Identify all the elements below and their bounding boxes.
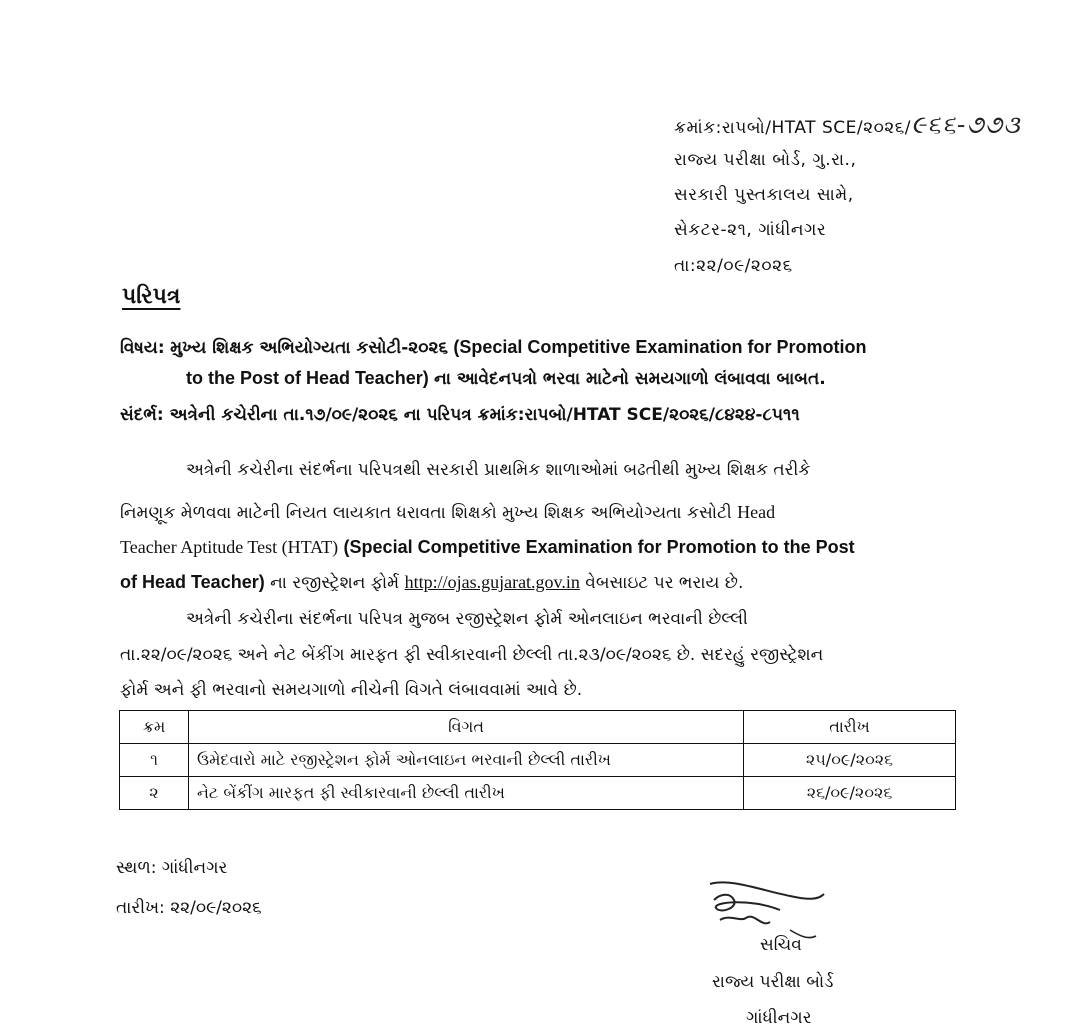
subject-label: વિષય: (120, 338, 165, 358)
row-serial: ૧ (120, 744, 189, 777)
para1-line4-en: of Head Teacher) (120, 572, 265, 592)
footer-place: સ્થળ: ગાંધીનગર (116, 858, 228, 878)
header-date: તા:૨૨/૦૯/૨૦૨૬ (674, 256, 793, 276)
para1-line3-en1: Teacher Aptitude Test (HTAT) (120, 537, 339, 557)
para1-line4-gu2: વેબસાઇટ પર ભરાય છે. (585, 573, 744, 593)
address-line-2: સરકારી પુસ્તકાલય સામે, (674, 185, 854, 205)
reference-text: અત્રેની કચેરીના તા.૧૭/૦૯/૨૦૨૬ ના પરિપત્ર ક્રમાંક:રાપબો/HTAT SCE/૨૦૨૬/૮૪૨૪-૮૫૧૧ (169, 405, 800, 425)
row-serial: ૨ (120, 777, 189, 810)
row-date: ૨૬/૦૯/૨૦૨૬ (744, 777, 956, 810)
table-header-row (120, 711, 956, 744)
header-serial: ક્રમ (120, 711, 189, 744)
table-row (120, 777, 956, 810)
para1-line2-en: Head (737, 502, 776, 522)
address-line-1: રાજ્ય પરીક્ષા બોર્ડ, ગુ.રા., (674, 150, 857, 170)
signatory-org: રાજ્ય પરીક્ષા બોર્ડ (712, 972, 834, 992)
document-title: પરિપત્ર (122, 284, 181, 309)
subject-en-part1: (Special Competitive Examination for Promotion (453, 337, 867, 357)
subject-gu-part2: ના આવેદનપત્રો ભરવા માટેનો સમયગાળો લંબાવવા બાબત. (434, 369, 826, 389)
reference-line (120, 405, 800, 425)
para2-line2: તા.૨૨/૦૯/૨૦૨૬ અને નેટ બેંકીંગ મારફત ફી સ્વીકારવાની છેલ્લી તા.૨૩/૦૯/૨૦૨૬ છે. સદરહું રજીસ્ટ્રેશન (120, 645, 824, 665)
para1-line1: અત્રેની કચેરીના સંદર્ભના પરિપત્રથી સરકારી પ્રાથમિક શાળાઓમાં બઢતીથી મુખ્ય શિક્ષક તરીકે (186, 460, 811, 480)
para1-line4 (120, 572, 743, 593)
subject-line-2 (186, 368, 826, 389)
signatory-city: ગાંધીનગર (746, 1008, 812, 1028)
para1-line2-gu: નિમણૂક મેળવવા માટેની નિયત લાયકાત ધરાવતા શિક્ષકો મુખ્ય શિક્ષક અભિયોગ્યતા કસોટી (120, 503, 732, 523)
address-line-3: સેકટર-૨૧, ગાંધીનગર (674, 220, 827, 240)
header-date-col: તારીખ (744, 711, 956, 744)
footer-date: તારીખ: ૨૨/૦૯/૨૦૨૬ (116, 898, 262, 918)
row-detail: ઉમેદવારો માટે રજીસ્ટ્રેશન ફોર્મ ઓનલાઇન ભરવાની છેલ્લી તારીખ (189, 744, 744, 777)
para1-line3-en2: (Special Competitive Examination for Promotion to the Post (343, 537, 855, 557)
subject-gu-part1: મુખ્ય શિક્ષક અભિયોગ્યતા કસોટી-૨૦૨૬ (170, 338, 448, 358)
reference-label-text: સંદર્ભ: (120, 405, 164, 425)
para2-line1: અત્રેની કચેરીના સંદર્ભના પરિપત્ર મુજબ રજીસ્ટ્રેશન ફોર્મ ઓનલાઇન ભરવાની છેલ્લી (186, 609, 748, 629)
header-detail: વિગત (189, 711, 744, 744)
row-date: ૨૫/૦૯/૨૦૨૬ (744, 744, 956, 777)
ojas-link[interactable]: http://ojas.gujarat.gov.in (404, 572, 580, 592)
reference-number (674, 110, 1021, 140)
reference-label: ક્રમાંક:રાપબો/HTAT SCE/૨૦૨૬/ (674, 118, 912, 138)
row-detail: નેટ બેંકીંગ મારફત ફી સ્વીકારવાની છેલ્લી તારીખ (189, 777, 744, 810)
para1-line3 (120, 537, 855, 558)
para1-line2 (120, 502, 775, 523)
table-row (120, 744, 956, 777)
signatory-designation: સચિવ (760, 935, 802, 955)
para1-line4-gu1: ના રજીસ્ટ્રેશન ફોર્મ (270, 573, 400, 593)
handwritten-ref-number: ૯૬૬-૭૭૩ (911, 110, 1021, 139)
deadline-table (119, 710, 956, 810)
subject-line-1 (120, 337, 866, 358)
subject-en-part2: to the Post of Head Teacher) (186, 368, 429, 388)
para2-line3: ફોર્મ અને ફી ભરવાનો સમયગાળો નીચેની વિગતે લંબાવવામાં આવે છે. (120, 680, 583, 700)
